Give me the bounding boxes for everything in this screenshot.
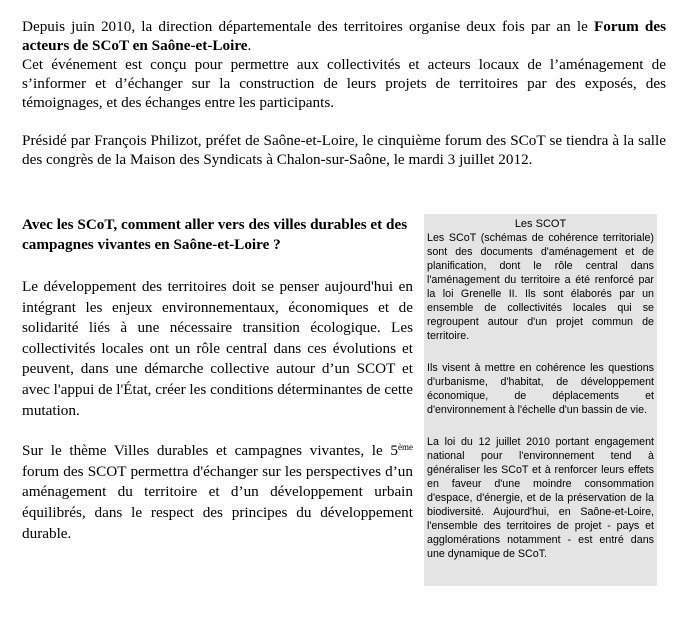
article-heading: Avec les SCoT, comment aller vers des villes durables et des campagnes vivantes en Saône-et-Loire ? — [22, 216, 408, 253]
forum-name: Forum des acteurs de SCoT en Saône-et-Loire — [22, 18, 666, 54]
intro-section — [22, 17, 666, 169]
scot-sidebar-box — [424, 214, 657, 586]
article-paragraph-1: Le développement des territoires doit se penser aujourd'hui en intégrant les enjeux environnementaux, économiques et de solidarité liés à une nécessaire transition écologique. Les collectivités locales ont un rôle central dans ces évolutions et peuvent, dans une démarche collective autour d’un SCOT et avec l'appui de l'État, créer les conditions déterminantes de cette mutation. — [22, 278, 413, 419]
article-paragraph-2 — [22, 441, 413, 544]
sidebar-paragraph-1: Les SCoT (schémas de cohérence territoriale) sont des documents d'aménagement et de planification, dont le rôle central dans l'aménagement du territoire a été renforcé par la loi Grenelle II. Ils sont élaborés par un ensemble de collectivités locales qui se regroupent autour d'un projet commun de territoire. — [427, 232, 654, 342]
article-p2-text: Sur le thème Villes durables et campagnes vivantes, le 5 — [22, 442, 398, 460]
article-p2-rest: forum des SCOT permettra d'échanger sur les perspectives d’un aménagement du territoire et d’un développement urbain équilibrés, dans le respect des principes du développement durable. — [22, 462, 413, 542]
intro-p1-text: Depuis juin 2010, la direction départementale des territoires organise deux fois par an le — [22, 18, 595, 35]
intro-paragraph-2: Cet événement est conçu pour permettre aux collectivités et acteurs locaux de l’aménagement de s’informer et d’échanger sur la construction de leurs projets de territoires par des exposés, des témoignages, et des échanges entre les participants. — [22, 56, 666, 111]
sidebar-paragraph-3: La loi du 12 juillet 2010 portant engagement national pour l'environnement tend à généraliser les SCoT et à renforcer leurs effets en faveur d'une moindre consommation d'espace, d'énergie, et de la préservation de la biodiversité. Aujourd'hui, en Saône-et-Loire, l'ensemble des territoires de projet - pays et agglomérations notamment - est entré dans une dynamique de SCoT. — [427, 436, 654, 560]
intro-paragraph-3: Présidé par François Philizot, préfet de Saône-et-Loire, le cinquième forum des SCoT se tiendra à la salle des congrès de la Maison des Syndicats à Chalon-sur-Saône, le mardi 3 juillet 2012. — [22, 132, 666, 168]
intro-paragraph-1 — [22, 17, 666, 55]
sidebar-title: Les SCOT — [514, 218, 567, 230]
sidebar-paragraph-2: Ils visent à mettre en cohérence les questions d'urbanisme, d'habitat, de développement économique, de déplacements et d'environnement à l'échelle d'un bassin de vie. — [427, 362, 654, 416]
ordinal-superscript: ème — [398, 442, 413, 453]
main-article — [22, 215, 413, 544]
intro-p1-end: . — [247, 37, 252, 54]
